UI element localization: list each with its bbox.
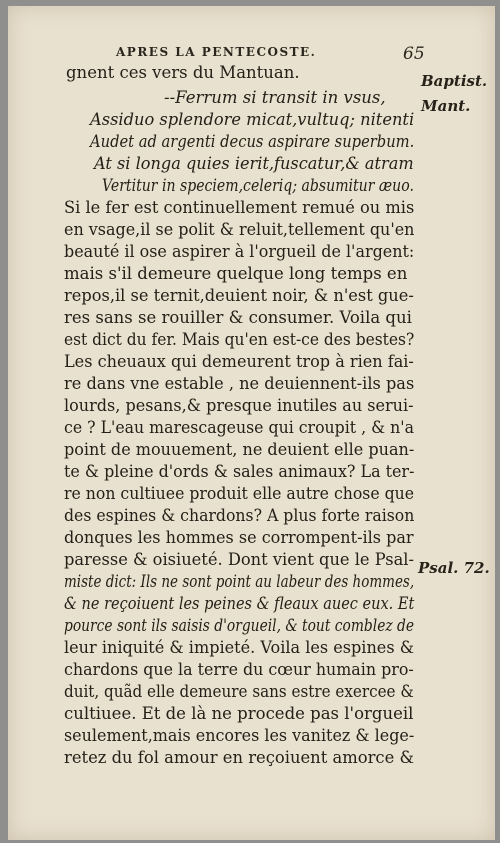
text-line: gnent ces vers du Mantuan. (66, 63, 300, 82)
text-line: Les cheuaux qui demeurent trop à rien fai- (64, 352, 414, 371)
quotation-line: pource sont ils saisis d'orgueil, & tout comblez de (64, 616, 415, 635)
text-line: en vsage,il se polit & reluit,tellement qu'en (64, 220, 415, 239)
text-line: paresse & oisiueté. Dont vient que le Psal- (64, 550, 414, 569)
text-line: ce ? L'eau marescageuse qui croupit , & n'a (64, 418, 414, 437)
book-page (8, 6, 495, 840)
verse-line: --Ferrum si transit in vsus, (164, 88, 386, 107)
text-line: re dans vne estable , ne deuiennent-ils pas (64, 374, 415, 393)
page-number: 65 (403, 44, 425, 64)
text-line: beauté il ose aspirer à l'orgueil de l'argent: (64, 242, 415, 261)
text-line: leur iniquité & impieté. Voila les espines & (64, 638, 415, 657)
text-line: cultiuee. Et de là ne procede pas l'orgueil (64, 704, 414, 723)
text-line: des espines & chardons? A plus forte raison (64, 506, 415, 525)
text-line: mais s'il demeure quelque long temps en (64, 264, 408, 283)
margin-note-psal: Psal. 72. (418, 559, 490, 577)
verse-line: At si longa quies ierit,fuscatur,& atram (94, 154, 414, 173)
margin-note-baptist: Baptist. (421, 72, 488, 90)
quotation-line: miste dict: Ils ne sont point au labeur des hommes, (64, 572, 415, 591)
text-line: point de mouuement, ne deuient elle puan- (64, 440, 415, 459)
verse-line: Audet ad argenti decus aspirare superbum. (90, 132, 415, 151)
text-line: res sans se rouiller & consumer. Voila qui (64, 308, 412, 327)
verse-line: Assiduo splendore micat,vultuq; nitenti (90, 110, 415, 129)
text-line: retez du fol amour en reçoiuent amorce & (64, 748, 415, 767)
text-line: Si le fer est continuellement remué ou mis (64, 198, 415, 217)
text-line: repos,il se ternit,deuient noir, & n'est gue- (64, 286, 414, 305)
text-line: seulement,mais encores les vanitez & lege- (64, 726, 415, 745)
text-line: re non cultiuee produit elle autre chose que (64, 484, 415, 503)
verse-line: Vertitur in speciem,celeriq; absumitur æuo. (102, 176, 414, 195)
margin-note-mant: Mant. (421, 97, 471, 115)
text-line: chardons que la terre du cœur humain pro- (64, 660, 414, 679)
text-line: est dict du fer. Mais qu'en est-ce des bestes? (64, 330, 415, 349)
text-line: donques les hommes se corrompent-ils par (64, 528, 414, 547)
text-line: lourds, pesans,& presque inutiles au serui- (64, 396, 414, 415)
text-line: te & pleine d'ords & sales animaux? La ter- (64, 462, 415, 481)
quotation-line: & ne reçoiuent les peines & fleaux auec eux. Et (64, 594, 415, 613)
running-title: APRES LA PENTECOSTE. (116, 45, 317, 59)
text-line: duit, quãd elle demeure sans estre exercee & (64, 682, 414, 701)
